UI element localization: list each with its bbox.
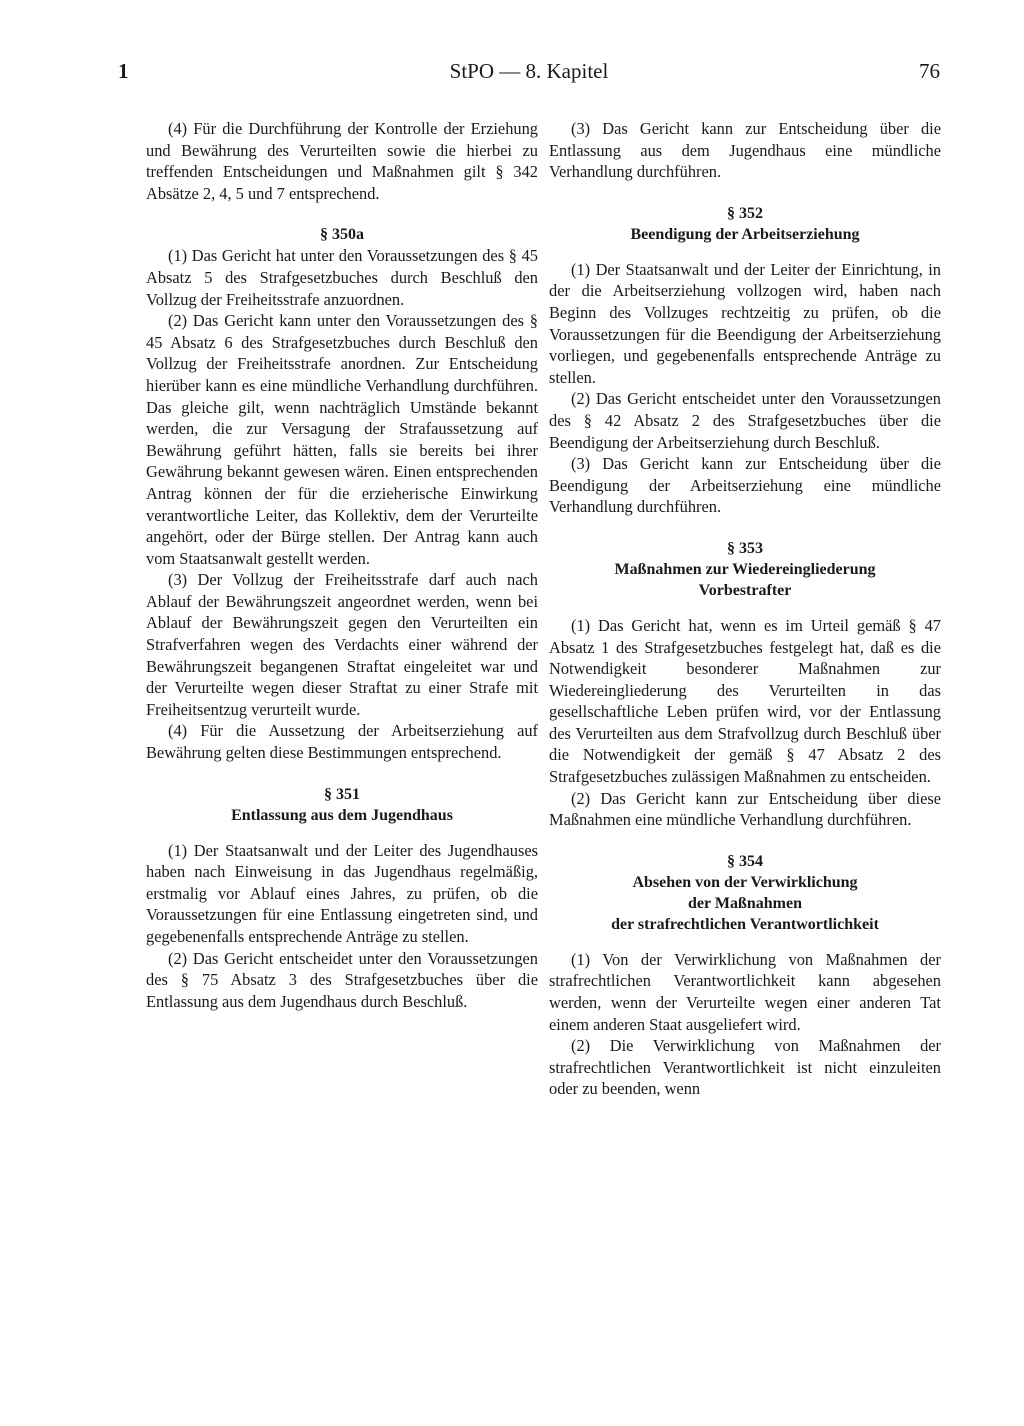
paragraph: (3) Das Gericht kann zur Entscheidung über die Entlassung aus dem Jugendhaus eine mündliche Verhandlung durchführen. bbox=[549, 119, 941, 182]
paragraph: (4) Für die Durchführung der Kontrolle der Erziehung und Bewährung des Verurteilten sowie die hierbei zu treffenden Entscheidungen und Maßnahmen gilt § 342 Absätze 2, 4, 5 und 7 entsprechend. bbox=[146, 119, 538, 203]
section-heading-352: § 352 bbox=[727, 204, 763, 222]
section-heading-353: § 353 bbox=[727, 539, 763, 557]
section-title-353-line2: Vorbestrafter bbox=[698, 581, 792, 599]
section-title-354-line3: der strafrechtlichen Verantwortlichkeit bbox=[611, 915, 879, 933]
section-heading-351: § 351 bbox=[324, 785, 360, 803]
paragraph: (1) Der Staatsanwalt und der Leiter des Jugendhauses haben nach Einweisung in das Jugendhaus regelmäßig, erstmalig vor Ablauf eines Jahres, zu prüfen, ob die Voraussetzungen für eine Entlassung eingetreten sind, und gegebenenfalls entsprechende Anträge zu stellen. bbox=[146, 840, 538, 946]
page-number: 76 bbox=[919, 59, 940, 83]
section-heading-350a: § 350a bbox=[320, 226, 364, 244]
right-column bbox=[549, 118, 941, 1100]
paragraph: (1) Von der Verwirklichung von Maßnahmen der strafrechtlichen Verantwortlichkeit kann abgesehen werden, wenn der Verurteilte wegen einer anderen Tat einem anderen Staat ausgeliefert wird. bbox=[549, 949, 941, 1034]
paragraph: (2) Das Gericht kann zur Entscheidung über diese Maßnahmen eine mündliche Verhandlung durchführen. bbox=[549, 788, 941, 830]
paragraph: (2) Das Gericht entscheidet unter den Voraussetzungen des § 75 Absatz 3 des Strafgesetzbuches über die Entlassung aus dem Jugendhaus durch Beschluß. bbox=[146, 948, 538, 1011]
paragraph: (2) Die Verwirklichung von Maßnahmen der strafrechtlichen Verantwortlichkeit ist nicht einzuleiten oder zu beenden, wenn bbox=[549, 1036, 941, 1099]
paragraph: (1) Der Staatsanwalt und der Leiter der Einrichtung, in der die Arbeitserziehung vollzogen wird, haben nach Beginn des Vollzuges rechtzeitig zu prüfen, ob die Voraussetzungen für die Beendigung der Arbeitserziehung vorliegen, und gegebenenfalls entsprechende Anträge zu stellen. bbox=[549, 259, 941, 387]
page-header bbox=[118, 56, 940, 86]
section-title-354-line2: der Maßnahmen bbox=[688, 894, 802, 912]
paragraph: (2) Das Gericht kann unter den Voraussetzungen des § 45 Absatz 6 des Strafgesetzbuches durch Beschluß den Vollzug der Freiheitsstrafe anordnen. Zur Entscheidung hierüber kann es eine mündliche Verhandlung durchführen. Das gleiche gilt, wenn nachträglich Umstände bekannt werden, die zur Versagung der Strafaussetzung auf Bewährung geführt hätten, falls sie bereits bei ihrer Gewährung bekannt gewesen wären. Einen entsprechenden Antrag können der für die erzieherische Einwirkung verantwortliche Leiter, das Kollektiv, dem der Verurteilte angehört, oder der Bürge stellen. Der Antrag kann auch vom Staatsanwalt gestellt werden. bbox=[146, 311, 538, 568]
section-heading-354: § 354 bbox=[727, 852, 763, 870]
left-column bbox=[146, 118, 538, 1012]
paragraph: (3) Der Vollzug der Freiheitsstrafe darf auch nach Ablauf der Bewährungszeit angeordnet werden, wenn bei Ablauf der Bewährungszeit gegen den Verurteilten ein Strafverfahren wegen des Verdachts einer während der Bewährungszeit begangenen Straftat eingeleitet war und der Verurteilte wegen dieser Straftat zu einer Strafe mit Freiheitsentzug verurteilt wurde. bbox=[146, 570, 538, 719]
paragraph: (1) Das Gericht hat, wenn es im Urteil gemäß § 47 Absatz 1 des Strafgesetzbuches festgelegt hat, daß es die Notwendigkeit besonderer Maßnahmen zur Wiedereingliederung des Verurteilten in das gesellschaftliche Leben prüfen wird, vor der Entlassung des Verurteilten aus dem Strafvollzug durch Beschluß über die Notwendigkeit der gemäß § 47 Absatz 2 des Strafgesetzbuches zulässigen Maßnahmen zu entscheiden. bbox=[549, 615, 941, 787]
section-title-353-line1: Maßnahmen zur Wiedereingliederung bbox=[614, 560, 876, 578]
running-title: StPO — 8. Kapitel bbox=[449, 59, 609, 83]
section-title-352: Beendigung der Arbeitserziehung bbox=[630, 225, 860, 243]
paragraph: (3) Das Gericht kann zur Entscheidung über die Beendigung der Arbeitserziehung eine mündliche Verhandlung durchführen. bbox=[549, 454, 941, 517]
paragraph: (1) Das Gericht hat unter den Voraussetzungen des § 45 Absatz 5 des Strafgesetzbuches durch Beschluß den Vollzug der Freiheitsstrafe anzuordnen. bbox=[146, 246, 538, 309]
paragraph: (4) Für die Aussetzung der Arbeitserziehung auf Bewährung gelten diese Bestimmungen entsprechend. bbox=[146, 721, 538, 763]
paragraph: (2) Das Gericht entscheidet unter den Voraussetzungen des § 42 Absatz 2 des Strafgesetzbuches über die Beendigung der Arbeitserziehung durch Beschluß. bbox=[549, 389, 941, 452]
section-title-354-line1: Absehen von der Verwirklichung bbox=[632, 873, 858, 891]
section-title-351: Entlassung aus dem Jugendhaus bbox=[231, 806, 453, 824]
section-number: 1 bbox=[118, 59, 129, 83]
